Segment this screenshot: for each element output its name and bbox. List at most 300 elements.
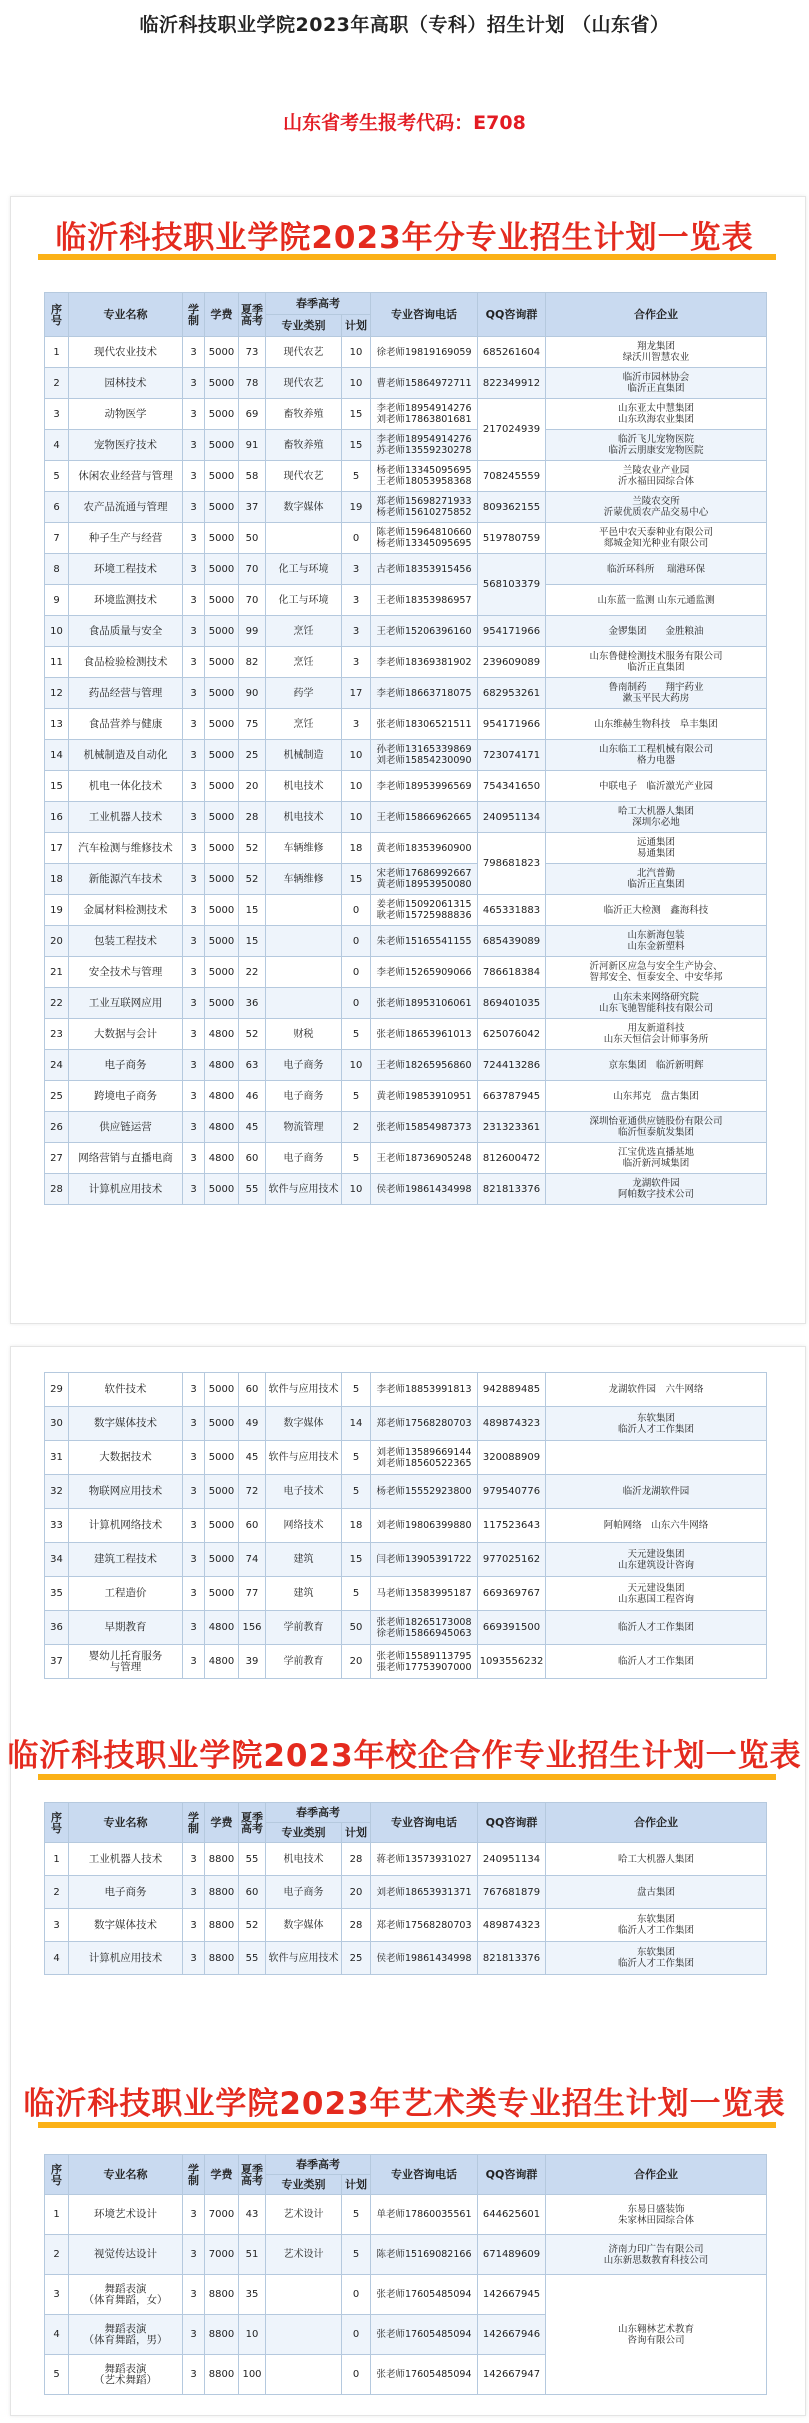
row-system: 3 (183, 1577, 205, 1611)
row-major-name: 机械制造及自动化 (69, 740, 183, 771)
row-fee: 5000 (205, 523, 239, 554)
row-seq: 27 (45, 1143, 69, 1174)
row-summer-plan: 45 (239, 1441, 266, 1475)
row-seq: 37 (45, 1645, 69, 1679)
row-seq: 30 (45, 1407, 69, 1441)
row-qq-group: 671489609 (478, 2235, 546, 2275)
row-system: 3 (183, 1112, 205, 1143)
header-fee: 学费 (205, 293, 239, 337)
row-major-name: 大数据技术 (69, 1441, 183, 1475)
row-qq-group: 217024939 (478, 399, 546, 461)
row-qq-group: 821813376 (478, 1174, 546, 1205)
row-system: 3 (183, 523, 205, 554)
row-spring-type: 畜牧养殖 (266, 399, 342, 430)
header-system: 学制 (183, 1803, 205, 1843)
row-seq: 22 (45, 988, 69, 1019)
row-seq: 3 (45, 399, 69, 430)
row-spring-plan: 17 (342, 678, 371, 709)
row-fee: 4800 (205, 1019, 239, 1050)
table-row (45, 1843, 767, 1876)
row-fee: 5000 (205, 647, 239, 678)
row-phone: 刘老师13589669144 刘老师18560522365 (371, 1441, 478, 1475)
row-spring-plan: 0 (342, 2355, 371, 2395)
row-spring-plan: 15 (342, 864, 371, 895)
row-spring-plan: 2 (342, 1112, 371, 1143)
row-enterprise: 天元建设集团 山东建筑设计咨询 (546, 1543, 767, 1577)
row-system: 3 (183, 833, 205, 864)
row-qq-group: 240951134 (478, 1843, 546, 1876)
row-spring-type: 电子商务 (266, 1876, 342, 1909)
row-system: 3 (183, 1876, 205, 1909)
row-fee: 7000 (205, 2235, 239, 2275)
row-enterprise: 临沂正大检测 鑫海科技 (546, 895, 767, 926)
row-phone: 王老师18353986957 (371, 585, 478, 616)
row-enterprise: 兰陵农业产业园 沂水福田园综合体 (546, 461, 767, 492)
row-phone: 马老师13583995187 (371, 1577, 478, 1611)
row-major-name: 动物医学 (69, 399, 183, 430)
row-fee: 5000 (205, 988, 239, 1019)
row-enterprise: 用友新道科技 山东天恒信会计师事务所 (546, 1019, 767, 1050)
row-enterprise: 山东蓝一监测 山东元通监测 (546, 585, 767, 616)
row-system: 3 (183, 740, 205, 771)
row-summer-plan: 90 (239, 678, 266, 709)
row-spring-plan: 20 (342, 1876, 371, 1909)
table-row (45, 895, 767, 926)
row-spring-type: 电子商务 (266, 1081, 342, 1112)
row-fee: 5000 (205, 740, 239, 771)
row-enterprise: 山东新海包装 山东金新塑料 (546, 926, 767, 957)
row-summer-plan: 55 (239, 1942, 266, 1975)
row-seq: 13 (45, 709, 69, 740)
row-seq: 2 (45, 368, 69, 399)
row-major-name: 早期教育 (69, 1611, 183, 1645)
table-row (45, 1143, 767, 1174)
row-qq-group: 117523643 (478, 1509, 546, 1543)
row-system: 3 (183, 895, 205, 926)
row-qq-group: 977025162 (478, 1543, 546, 1577)
row-spring-plan: 5 (342, 1441, 371, 1475)
major-plan-table (44, 292, 767, 1205)
row-spring-type: 软件与应用技术 (266, 1441, 342, 1475)
table-row (45, 1112, 767, 1143)
row-spring-type (266, 895, 342, 926)
row-seq: 3 (45, 2275, 69, 2315)
row-seq: 9 (45, 585, 69, 616)
header-qq: QQ咨询群 (478, 1803, 546, 1843)
row-qq-group: 142667945 (478, 2275, 546, 2315)
row-fee: 4800 (205, 1645, 239, 1679)
row-phone: 杨老师15552923800 (371, 1475, 478, 1509)
row-fee: 5000 (205, 1543, 239, 1577)
row-enterprise: 山东翱林艺术教育 咨询有限公司 (546, 2275, 767, 2395)
header-spring-plan: 计划 (342, 315, 371, 337)
row-spring-type: 软件与应用技术 (266, 1942, 342, 1975)
row-phone: 蒋老师13573931027 (371, 1843, 478, 1876)
table-row (45, 2235, 767, 2275)
row-fee: 5000 (205, 585, 239, 616)
row-system: 3 (183, 337, 205, 368)
row-fee: 5000 (205, 554, 239, 585)
row-qq-group: 142667947 (478, 2355, 546, 2395)
row-major-name: 工业机器人技术 (69, 802, 183, 833)
row-spring-plan: 5 (342, 1019, 371, 1050)
row-summer-plan: 51 (239, 2235, 266, 2275)
row-spring-type: 机电技术 (266, 802, 342, 833)
row-seq: 2 (45, 1876, 69, 1909)
row-spring-type: 财税 (266, 1019, 342, 1050)
row-phone: 张老师18306521511 (371, 709, 478, 740)
row-spring-type: 学前教育 (266, 1611, 342, 1645)
row-major-name: 舞蹈表演 （体育舞蹈，女） (69, 2275, 183, 2315)
table-row (45, 1645, 767, 1679)
header-major: 专业名称 (69, 1803, 183, 1843)
row-fee: 5000 (205, 368, 239, 399)
row-system: 3 (183, 1143, 205, 1174)
row-enterprise: 北汽普勤 临沂正直集团 (546, 864, 767, 895)
row-summer-plan: 60 (239, 1373, 266, 1407)
row-spring-plan: 14 (342, 1407, 371, 1441)
row-major-name: 金属材料检测技术 (69, 895, 183, 926)
row-qq-group: 786618384 (478, 957, 546, 988)
row-enterprise (546, 1441, 767, 1475)
row-spring-type: 畜牧养殖 (266, 430, 342, 461)
row-qq-group: 625076042 (478, 1019, 546, 1050)
row-system: 3 (183, 1373, 205, 1407)
header-summer: 夏季高考 (239, 1803, 266, 1843)
row-seq: 25 (45, 1081, 69, 1112)
row-fee: 5000 (205, 461, 239, 492)
row-seq: 36 (45, 1611, 69, 1645)
row-enterprise: 阿帕网络 山东六牛网络 (546, 1509, 767, 1543)
row-phone: 刘老师19806399880 (371, 1509, 478, 1543)
header-system: 学制 (183, 2155, 205, 2195)
row-qq-group: 320088909 (478, 1441, 546, 1475)
row-spring-type: 机械制造 (266, 740, 342, 771)
row-enterprise: 平邑中农天泰种业有限公司 郯城金知光种业有限公司 (546, 523, 767, 554)
row-spring-plan: 20 (342, 1645, 371, 1679)
row-spring-plan: 0 (342, 523, 371, 554)
row-enterprise: 山东临工工程机械有限公司 格力电器 (546, 740, 767, 771)
row-system: 3 (183, 1081, 205, 1112)
row-summer-plan: 99 (239, 616, 266, 647)
row-phone: 张老师17605485094 (371, 2315, 478, 2355)
header-qq: QQ咨询群 (478, 2155, 546, 2195)
table-row (45, 1577, 767, 1611)
row-system: 3 (183, 2235, 205, 2275)
row-qq-group: 754341650 (478, 771, 546, 802)
row-qq-group: 798681823 (478, 833, 546, 895)
row-summer-plan: 45 (239, 1112, 266, 1143)
row-spring-plan: 18 (342, 833, 371, 864)
row-qq-group: 822349912 (478, 368, 546, 399)
table-row (45, 2275, 767, 2315)
table-row (45, 337, 767, 368)
row-major-name: 电子商务 (69, 1876, 183, 1909)
row-major-name: 新能源汽车技术 (69, 864, 183, 895)
row-fee: 5000 (205, 926, 239, 957)
row-system: 3 (183, 988, 205, 1019)
row-qq-group: 723074171 (478, 740, 546, 771)
table-row (45, 399, 767, 430)
row-major-name: 食品检验检测技术 (69, 647, 183, 678)
row-spring-plan: 5 (342, 461, 371, 492)
row-enterprise: 临沂龙湖软件园 (546, 1475, 767, 1509)
row-fee: 4800 (205, 1081, 239, 1112)
row-seq: 11 (45, 647, 69, 678)
row-qq-group: 685439089 (478, 926, 546, 957)
row-system: 3 (183, 1611, 205, 1645)
row-enterprise: 济南力印广告有限公司 山东新思数教育科技公司 (546, 2235, 767, 2275)
table-row (45, 1942, 767, 1975)
row-summer-plan: 70 (239, 554, 266, 585)
row-qq-group: 663787945 (478, 1081, 546, 1112)
row-spring-type (266, 988, 342, 1019)
row-phone: 陈老师15169082166 (371, 2235, 478, 2275)
row-phone: 姜老师15092061315 耿老师15725988836 (371, 895, 478, 926)
row-fee: 5000 (205, 1407, 239, 1441)
row-major-name: 电子商务 (69, 1050, 183, 1081)
row-major-name: 机电一体化技术 (69, 771, 183, 802)
table-row (45, 740, 767, 771)
table-row (45, 461, 767, 492)
row-enterprise: 远通集团 易通集团 (546, 833, 767, 864)
major-plan-table-continued (44, 1372, 767, 1679)
header-spring-type: 专业类别 (266, 1823, 342, 1843)
row-summer-plan: 15 (239, 895, 266, 926)
row-summer-plan: 82 (239, 647, 266, 678)
row-major-name: 环境工程技术 (69, 554, 183, 585)
row-summer-plan: 63 (239, 1050, 266, 1081)
row-spring-plan: 0 (342, 926, 371, 957)
header-major: 专业名称 (69, 293, 183, 337)
row-spring-type: 数字媒体 (266, 1909, 342, 1942)
row-major-name: 工业互联网应用 (69, 988, 183, 1019)
row-spring-type: 学前教育 (266, 1645, 342, 1679)
row-enterprise: 龙湖软件园 阿帕数字技术公司 (546, 1174, 767, 1205)
row-phone: 闫老师13905391722 (371, 1543, 478, 1577)
row-seq: 19 (45, 895, 69, 926)
row-phone: 黄老师19853910951 (371, 1081, 478, 1112)
row-spring-type: 烹饪 (266, 616, 342, 647)
row-spring-plan: 15 (342, 1543, 371, 1577)
row-phone: 张老师15854987373 (371, 1112, 478, 1143)
header-summer: 夏季高考 (239, 2155, 266, 2195)
row-summer-plan: 55 (239, 1843, 266, 1876)
row-seq: 6 (45, 492, 69, 523)
row-system: 3 (183, 771, 205, 802)
row-spring-plan: 0 (342, 2315, 371, 2355)
row-major-name: 药品经营与管理 (69, 678, 183, 709)
header-enterprise: 合作企业 (546, 2155, 767, 2195)
row-summer-plan: 91 (239, 430, 266, 461)
header-major: 专业名称 (69, 2155, 183, 2195)
table-row (45, 988, 767, 1019)
table-row (45, 957, 767, 988)
row-enterprise: 东软集团 临沂人才工作集团 (546, 1407, 767, 1441)
table-row (45, 1611, 767, 1645)
row-qq-group: 767681879 (478, 1876, 546, 1909)
row-spring-type: 现代农艺 (266, 368, 342, 399)
row-seq: 35 (45, 1577, 69, 1611)
row-phone: 徐老师19819169059 (371, 337, 478, 368)
header-phone: 专业咨询电话 (371, 2155, 478, 2195)
table-row (45, 709, 767, 740)
row-system: 3 (183, 2315, 205, 2355)
row-seq: 10 (45, 616, 69, 647)
page-title: 临沂科技职业学院2023年高职（专科）招生计划 （山东省） (139, 14, 670, 36)
row-system: 3 (183, 1050, 205, 1081)
row-summer-plan: 49 (239, 1407, 266, 1441)
row-major-name: 环境监测技术 (69, 585, 183, 616)
row-enterprise: 深圳怡亚通供应链股份有限公司 临沂恒泰航发集团 (546, 1112, 767, 1143)
row-system: 3 (183, 492, 205, 523)
row-phone: 王老师18736905248 (371, 1143, 478, 1174)
row-spring-type: 电子技术 (266, 1475, 342, 1509)
row-spring-type: 机电技术 (266, 1843, 342, 1876)
header-qq: QQ咨询群 (478, 293, 546, 337)
row-spring-plan: 15 (342, 430, 371, 461)
row-spring-type: 机电技术 (266, 771, 342, 802)
row-summer-plan: 100 (239, 2355, 266, 2395)
row-seq: 28 (45, 1174, 69, 1205)
row-phone: 郑老师17568280703 (371, 1909, 478, 1942)
row-seq: 4 (45, 430, 69, 461)
row-summer-plan: 22 (239, 957, 266, 988)
row-phone: 王老师15206396160 (371, 616, 478, 647)
row-spring-type (266, 2315, 342, 2355)
row-spring-type: 现代农艺 (266, 337, 342, 368)
row-phone: 郑老师15698271933 杨老师15610275852 (371, 492, 478, 523)
table-row (45, 1509, 767, 1543)
row-summer-plan: 15 (239, 926, 266, 957)
row-seq: 1 (45, 1843, 69, 1876)
table-row (45, 802, 767, 833)
row-phone: 古老师18353915456 (371, 554, 478, 585)
row-enterprise: 天元建设集团 山东惠国工程咨询 (546, 1577, 767, 1611)
row-summer-plan: 35 (239, 2275, 266, 2315)
row-phone: 王老师15866962665 (371, 802, 478, 833)
row-spring-plan: 19 (342, 492, 371, 523)
row-system: 3 (183, 1509, 205, 1543)
row-seq: 5 (45, 2355, 69, 2395)
row-system: 3 (183, 1645, 205, 1679)
row-enterprise: 鲁南制药 翔宇药业 漱玉平民大药房 (546, 678, 767, 709)
row-summer-plan: 52 (239, 864, 266, 895)
row-spring-type: 车辆维修 (266, 864, 342, 895)
row-enterprise: 翔龙集团 绿沃川智慧农业 (546, 337, 767, 368)
row-enterprise: 临沂市园林协会 临沂正直集团 (546, 368, 767, 399)
row-spring-type: 电子商务 (266, 1143, 342, 1174)
row-spring-plan: 5 (342, 2235, 371, 2275)
row-fee: 8800 (205, 2355, 239, 2395)
row-fee: 5000 (205, 1509, 239, 1543)
table-row (45, 833, 767, 864)
row-summer-plan: 72 (239, 1475, 266, 1509)
row-summer-plan: 75 (239, 709, 266, 740)
row-system: 3 (183, 1543, 205, 1577)
row-spring-plan: 25 (342, 1942, 371, 1975)
row-spring-plan: 3 (342, 585, 371, 616)
row-major-name: 休闲农业经营与管理 (69, 461, 183, 492)
row-enterprise: 沂河新区应急与安全生产协会、 智邦安全、恒泰安全、中安华邦 (546, 957, 767, 988)
row-fee: 5000 (205, 1174, 239, 1205)
row-phone: 张老师17605485094 (371, 2275, 478, 2315)
row-phone: 朱老师15165541155 (371, 926, 478, 957)
row-summer-plan: 50 (239, 523, 266, 554)
row-system: 3 (183, 926, 205, 957)
row-spring-plan: 5 (342, 1373, 371, 1407)
row-phone: 黄老师18353960900 (371, 833, 478, 864)
header-enterprise: 合作企业 (546, 1803, 767, 1843)
row-spring-plan: 28 (342, 1909, 371, 1942)
row-seq: 21 (45, 957, 69, 988)
row-seq: 8 (45, 554, 69, 585)
row-system: 3 (183, 1843, 205, 1876)
row-summer-plan: 52 (239, 1019, 266, 1050)
row-phone: 李老师18954914276 刘老师17863801681 (371, 399, 478, 430)
row-fee: 8800 (205, 1876, 239, 1909)
row-spring-plan: 5 (342, 1081, 371, 1112)
row-enterprise: 金锣集团 金胜粮油 (546, 616, 767, 647)
row-system: 3 (183, 1909, 205, 1942)
row-system: 3 (183, 864, 205, 895)
row-fee: 5000 (205, 709, 239, 740)
row-enterprise: 哈工大机器人集团 (546, 1843, 767, 1876)
row-fee: 5000 (205, 430, 239, 461)
row-spring-plan: 5 (342, 2195, 371, 2235)
row-summer-plan: 58 (239, 461, 266, 492)
row-summer-plan: 60 (239, 1143, 266, 1174)
row-enterprise: 龙湖软件园 六牛网络 (546, 1373, 767, 1407)
row-phone: 李老师18663718075 (371, 678, 478, 709)
row-summer-plan: 52 (239, 833, 266, 864)
row-spring-type: 现代农艺 (266, 461, 342, 492)
row-seq: 33 (45, 1509, 69, 1543)
row-fee: 5000 (205, 833, 239, 864)
row-summer-plan: 74 (239, 1543, 266, 1577)
row-major-name: 建筑工程技术 (69, 1543, 183, 1577)
section3-title: 临沂科技职业学院2023年艺术类专业招生计划一览表 (23, 2086, 786, 2122)
header-spring-plan: 计划 (342, 1823, 371, 1843)
row-major-name: 种子生产与经营 (69, 523, 183, 554)
row-seq: 29 (45, 1373, 69, 1407)
row-major-name: 计算机应用技术 (69, 1174, 183, 1205)
row-system: 3 (183, 461, 205, 492)
row-fee: 5000 (205, 1441, 239, 1475)
table-row (45, 1475, 767, 1509)
row-spring-plan: 28 (342, 1843, 371, 1876)
row-qq-group: 239609089 (478, 647, 546, 678)
row-phone: 郑老师17568280703 (371, 1407, 478, 1441)
row-spring-type (266, 2275, 342, 2315)
header-system: 学制 (183, 293, 205, 337)
row-major-name: 计算机应用技术 (69, 1942, 183, 1975)
row-spring-plan: 50 (342, 1611, 371, 1645)
row-major-name: 婴幼儿托育服务 与管理 (69, 1645, 183, 1679)
row-enterprise: 临沂人才工作集团 (546, 1645, 767, 1679)
row-fee: 5000 (205, 492, 239, 523)
row-enterprise: 山东鲁健检测技术服务有限公司 临沂正直集团 (546, 647, 767, 678)
row-seq: 23 (45, 1019, 69, 1050)
row-seq: 12 (45, 678, 69, 709)
row-summer-plan: 46 (239, 1081, 266, 1112)
header-seq: 序号 (45, 1803, 69, 1843)
row-qq-group: 812600472 (478, 1143, 546, 1174)
row-qq-group: 869401035 (478, 988, 546, 1019)
row-major-name: 大数据与会计 (69, 1019, 183, 1050)
row-summer-plan: 70 (239, 585, 266, 616)
row-phone: 侯老师19861434998 (371, 1942, 478, 1975)
